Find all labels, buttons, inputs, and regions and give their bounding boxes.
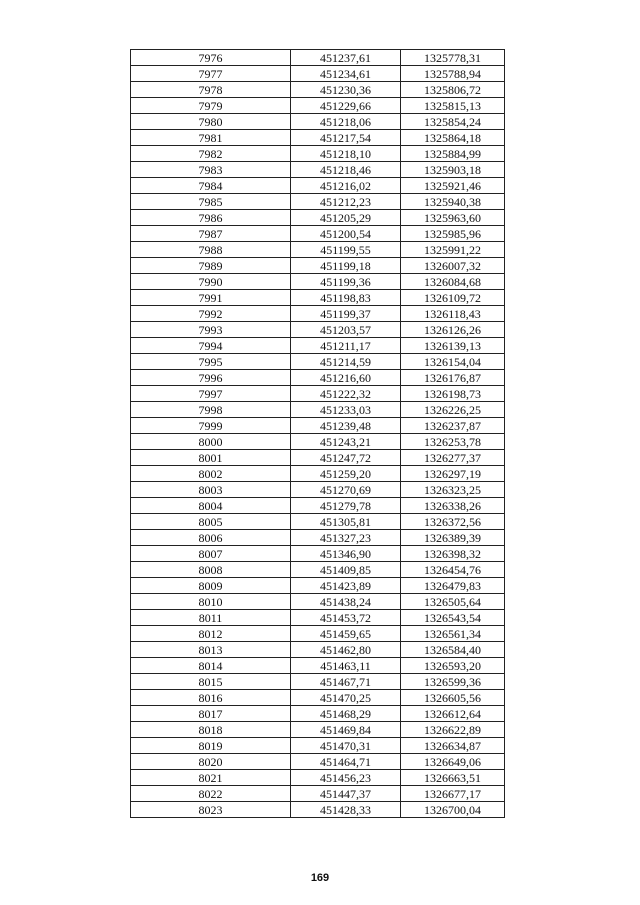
x-coordinate-cell: 451200,54: [291, 226, 401, 242]
y-coordinate-cell: 1326126,26: [401, 322, 505, 338]
x-coordinate-cell: 451270,69: [291, 482, 401, 498]
table-row: [131, 674, 505, 690]
x-coordinate-cell: 451468,29: [291, 706, 401, 722]
table-row: [131, 514, 505, 530]
y-coordinate-cell: 1325963,60: [401, 210, 505, 226]
x-coordinate-cell: 451216,60: [291, 370, 401, 386]
y-coordinate-cell: 1326605,56: [401, 690, 505, 706]
y-coordinate-cell: 1326118,43: [401, 306, 505, 322]
x-coordinate-cell: 451199,36: [291, 274, 401, 290]
x-coordinate-cell: 451233,03: [291, 402, 401, 418]
point-number-cell: 7978: [131, 82, 291, 98]
x-coordinate-cell: 451217,54: [291, 130, 401, 146]
y-coordinate-cell: 1326253,78: [401, 434, 505, 450]
table-row: [131, 434, 505, 450]
table-row: [131, 546, 505, 562]
x-coordinate-cell: 451205,29: [291, 210, 401, 226]
table-row: [131, 226, 505, 242]
x-coordinate-cell: 451327,23: [291, 530, 401, 546]
point-number-cell: 7990: [131, 274, 291, 290]
point-number-cell: 8009: [131, 578, 291, 594]
table-row: [131, 306, 505, 322]
table-row: [131, 130, 505, 146]
y-coordinate-cell: 1325788,94: [401, 66, 505, 82]
point-number-cell: 8022: [131, 786, 291, 802]
coordinates-table: [130, 49, 505, 818]
x-coordinate-cell: 451409,85: [291, 562, 401, 578]
table-row: [131, 658, 505, 674]
y-coordinate-cell: 1326649,06: [401, 754, 505, 770]
y-coordinate-cell: 1325806,72: [401, 82, 505, 98]
point-number-cell: 8005: [131, 514, 291, 530]
point-number-cell: 7977: [131, 66, 291, 82]
point-number-cell: 8023: [131, 802, 291, 818]
x-coordinate-cell: 451459,65: [291, 626, 401, 642]
point-number-cell: 8014: [131, 658, 291, 674]
point-number-cell: 8001: [131, 450, 291, 466]
page-number: 169: [310, 872, 330, 884]
y-coordinate-cell: 1325903,18: [401, 162, 505, 178]
point-number-cell: 8020: [131, 754, 291, 770]
x-coordinate-cell: 451214,59: [291, 354, 401, 370]
y-coordinate-cell: 1326237,87: [401, 418, 505, 434]
point-number-cell: 7989: [131, 258, 291, 274]
point-number-cell: 8011: [131, 610, 291, 626]
x-coordinate-cell: 451203,57: [291, 322, 401, 338]
y-coordinate-cell: 1325864,18: [401, 130, 505, 146]
table-row: [131, 50, 505, 66]
x-coordinate-cell: 451218,06: [291, 114, 401, 130]
point-number-cell: 7981: [131, 130, 291, 146]
table-row: [131, 594, 505, 610]
x-coordinate-cell: 451243,21: [291, 434, 401, 450]
table-row: [131, 354, 505, 370]
table-row: [131, 418, 505, 434]
point-number-cell: 7997: [131, 386, 291, 402]
y-coordinate-cell: 1326198,73: [401, 386, 505, 402]
point-number-cell: 8019: [131, 738, 291, 754]
x-coordinate-cell: 451279,78: [291, 498, 401, 514]
y-coordinate-cell: 1325815,13: [401, 98, 505, 114]
table-row: [131, 610, 505, 626]
point-number-cell: 7998: [131, 402, 291, 418]
table-row: [131, 770, 505, 786]
table-row: [131, 754, 505, 770]
y-coordinate-cell: 1326139,13: [401, 338, 505, 354]
table-row: [131, 530, 505, 546]
table-row: [131, 210, 505, 226]
point-number-cell: 7992: [131, 306, 291, 322]
y-coordinate-cell: 1326297,19: [401, 466, 505, 482]
x-coordinate-cell: 451428,33: [291, 802, 401, 818]
table-row: [131, 402, 505, 418]
x-coordinate-cell: 451464,71: [291, 754, 401, 770]
point-number-cell: 7980: [131, 114, 291, 130]
x-coordinate-cell: 451198,83: [291, 290, 401, 306]
point-number-cell: 7986: [131, 210, 291, 226]
x-coordinate-cell: 451469,84: [291, 722, 401, 738]
x-coordinate-cell: 451470,25: [291, 690, 401, 706]
table-row: [131, 562, 505, 578]
point-number-cell: 7999: [131, 418, 291, 434]
y-coordinate-cell: 1326176,87: [401, 370, 505, 386]
point-number-cell: 7995: [131, 354, 291, 370]
table-row: [131, 450, 505, 466]
table-row: [131, 578, 505, 594]
y-coordinate-cell: 1326007,32: [401, 258, 505, 274]
table-row: [131, 162, 505, 178]
y-coordinate-cell: 1326084,68: [401, 274, 505, 290]
table-row: [131, 242, 505, 258]
x-coordinate-cell: 451216,02: [291, 178, 401, 194]
table-row: [131, 146, 505, 162]
point-number-cell: 7979: [131, 98, 291, 114]
table-row: [131, 786, 505, 802]
point-number-cell: 8006: [131, 530, 291, 546]
y-coordinate-cell: 1326677,17: [401, 786, 505, 802]
table-row: [131, 258, 505, 274]
x-coordinate-cell: 451218,46: [291, 162, 401, 178]
table-row: [131, 722, 505, 738]
y-coordinate-cell: 1326372,56: [401, 514, 505, 530]
x-coordinate-cell: 451346,90: [291, 546, 401, 562]
table-row: [131, 114, 505, 130]
table-row: [131, 466, 505, 482]
x-coordinate-cell: 451467,71: [291, 674, 401, 690]
table-row: [131, 82, 505, 98]
point-number-cell: 7984: [131, 178, 291, 194]
y-coordinate-cell: 1326593,20: [401, 658, 505, 674]
x-coordinate-cell: 451218,10: [291, 146, 401, 162]
table-row: [131, 274, 505, 290]
table-row: [131, 98, 505, 114]
point-number-cell: 8018: [131, 722, 291, 738]
point-number-cell: 8013: [131, 642, 291, 658]
table-row: [131, 178, 505, 194]
point-number-cell: 7976: [131, 50, 291, 66]
point-number-cell: 8015: [131, 674, 291, 690]
x-coordinate-cell: 451199,18: [291, 258, 401, 274]
y-coordinate-cell: 1326389,39: [401, 530, 505, 546]
y-coordinate-cell: 1325985,96: [401, 226, 505, 242]
x-coordinate-cell: 451234,61: [291, 66, 401, 82]
x-coordinate-cell: 451229,66: [291, 98, 401, 114]
x-coordinate-cell: 451305,81: [291, 514, 401, 530]
point-number-cell: 8004: [131, 498, 291, 514]
point-number-cell: 8017: [131, 706, 291, 722]
y-coordinate-cell: 1326109,72: [401, 290, 505, 306]
y-coordinate-cell: 1326612,64: [401, 706, 505, 722]
y-coordinate-cell: 1325940,38: [401, 194, 505, 210]
table-row: [131, 498, 505, 514]
y-coordinate-cell: 1325854,24: [401, 114, 505, 130]
point-number-cell: 8002: [131, 466, 291, 482]
y-coordinate-cell: 1326599,36: [401, 674, 505, 690]
y-coordinate-cell: 1325991,22: [401, 242, 505, 258]
x-coordinate-cell: 451211,17: [291, 338, 401, 354]
x-coordinate-cell: 451199,37: [291, 306, 401, 322]
point-number-cell: 7983: [131, 162, 291, 178]
table-row: [131, 322, 505, 338]
point-number-cell: 8012: [131, 626, 291, 642]
table-row: [131, 802, 505, 818]
x-coordinate-cell: 451199,55: [291, 242, 401, 258]
table-row: [131, 66, 505, 82]
point-number-cell: 7985: [131, 194, 291, 210]
x-coordinate-cell: 451423,89: [291, 578, 401, 594]
y-coordinate-cell: 1326398,32: [401, 546, 505, 562]
y-coordinate-cell: 1325921,46: [401, 178, 505, 194]
point-number-cell: 7988: [131, 242, 291, 258]
y-coordinate-cell: 1326634,87: [401, 738, 505, 754]
x-coordinate-cell: 451212,23: [291, 194, 401, 210]
table-row: [131, 738, 505, 754]
point-number-cell: 8021: [131, 770, 291, 786]
y-coordinate-cell: 1326226,25: [401, 402, 505, 418]
y-coordinate-cell: 1326622,89: [401, 722, 505, 738]
y-coordinate-cell: 1326479,83: [401, 578, 505, 594]
point-number-cell: 7987: [131, 226, 291, 242]
x-coordinate-cell: 451247,72: [291, 450, 401, 466]
table-row: [131, 370, 505, 386]
point-number-cell: 8008: [131, 562, 291, 578]
table-row: [131, 386, 505, 402]
table-row: [131, 706, 505, 722]
table-row: [131, 690, 505, 706]
x-coordinate-cell: 451239,48: [291, 418, 401, 434]
y-coordinate-cell: 1326584,40: [401, 642, 505, 658]
point-number-cell: 8007: [131, 546, 291, 562]
point-number-cell: 8003: [131, 482, 291, 498]
y-coordinate-cell: 1326505,64: [401, 594, 505, 610]
table-row: [131, 338, 505, 354]
x-coordinate-cell: 451237,61: [291, 50, 401, 66]
point-number-cell: 7993: [131, 322, 291, 338]
y-coordinate-cell: 1326323,25: [401, 482, 505, 498]
point-number-cell: 8016: [131, 690, 291, 706]
y-coordinate-cell: 1326154,04: [401, 354, 505, 370]
y-coordinate-cell: 1326543,54: [401, 610, 505, 626]
x-coordinate-cell: 451462,80: [291, 642, 401, 658]
coordinates-table-body: [131, 50, 505, 818]
y-coordinate-cell: 1325778,31: [401, 50, 505, 66]
x-coordinate-cell: 451222,32: [291, 386, 401, 402]
point-number-cell: 8010: [131, 594, 291, 610]
point-number-cell: 7982: [131, 146, 291, 162]
table-row: [131, 194, 505, 210]
x-coordinate-cell: 451456,23: [291, 770, 401, 786]
y-coordinate-cell: 1326338,26: [401, 498, 505, 514]
y-coordinate-cell: 1326277,37: [401, 450, 505, 466]
point-number-cell: 7996: [131, 370, 291, 386]
x-coordinate-cell: 451259,20: [291, 466, 401, 482]
x-coordinate-cell: 451470,31: [291, 738, 401, 754]
point-number-cell: 7991: [131, 290, 291, 306]
table-row: [131, 642, 505, 658]
y-coordinate-cell: 1326454,76: [401, 562, 505, 578]
x-coordinate-cell: 451230,36: [291, 82, 401, 98]
x-coordinate-cell: 451463,11: [291, 658, 401, 674]
y-coordinate-cell: 1326700,04: [401, 802, 505, 818]
x-coordinate-cell: 451453,72: [291, 610, 401, 626]
y-coordinate-cell: 1326663,51: [401, 770, 505, 786]
x-coordinate-cell: 451438,24: [291, 594, 401, 610]
point-number-cell: 7994: [131, 338, 291, 354]
point-number-cell: 8000: [131, 434, 291, 450]
x-coordinate-cell: 451447,37: [291, 786, 401, 802]
table-row: [131, 290, 505, 306]
y-coordinate-cell: 1325884,99: [401, 146, 505, 162]
table-row: [131, 482, 505, 498]
y-coordinate-cell: 1326561,34: [401, 626, 505, 642]
table-row: [131, 626, 505, 642]
